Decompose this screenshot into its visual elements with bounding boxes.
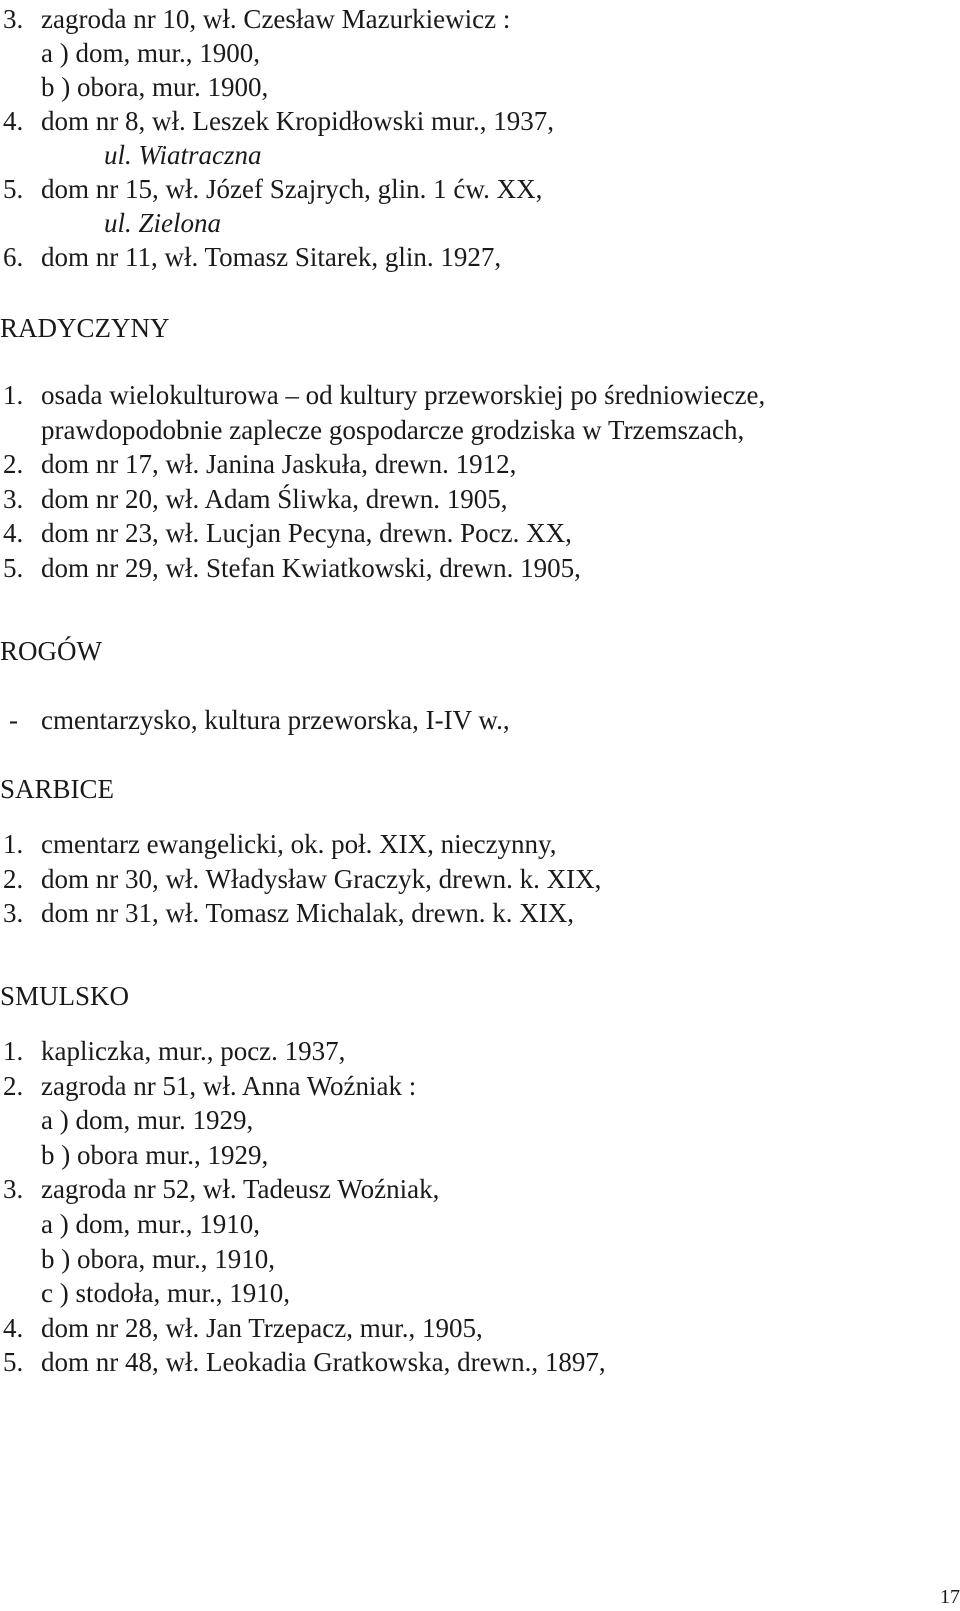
item-text: c ) stodoła, mur., 1910, bbox=[41, 1278, 290, 1309]
item-text: a ) dom, mur. 1929, bbox=[41, 1105, 254, 1136]
item-number: 4. bbox=[3, 106, 24, 136]
item-number: 3. bbox=[3, 1174, 24, 1205]
item-text: dom nr 29, wł. Stefan Kwiatkowski, drewn. 1905, bbox=[41, 553, 581, 583]
section-heading-rogow: ROGÓW bbox=[0, 636, 102, 666]
item-text: dom nr 11, wł. Tomasz Sitarek, glin. 1927, bbox=[41, 242, 502, 272]
item-text: dom nr 20, wł. Adam Śliwka, drewn. 1905, bbox=[41, 483, 508, 514]
item-number: 3. bbox=[3, 898, 24, 928]
page-number: 17 bbox=[940, 1586, 960, 1608]
item-text: dom nr 15, wł. Józef Szajrych, glin. 1 ćw. XX, bbox=[41, 174, 543, 204]
item-number: 4. bbox=[3, 518, 24, 549]
item-number: 1. bbox=[3, 829, 24, 859]
item-text: b ) obora, mur., 1910, bbox=[41, 1243, 275, 1274]
item-text: dom nr 17, wł. Janina Jaskuła, drewn. 1912, bbox=[41, 449, 517, 480]
item-number: 5. bbox=[3, 1347, 24, 1378]
item-text: dom nr 23, wł. Lucjan Pecyna, drewn. Pocz. XX, bbox=[41, 518, 572, 549]
item-text: dom nr 48, wł. Leokadia Gratkowska, drewn., 1897, bbox=[41, 1347, 606, 1378]
item-text: zagroda nr 51, wł. Anna Woźniak : bbox=[41, 1070, 417, 1101]
item-text: dom nr 28, wł. Jan Trzepacz, mur., 1905, bbox=[41, 1312, 483, 1343]
item-text: kapliczka, mur., pocz. 1937, bbox=[41, 1036, 346, 1066]
item-text: a ) dom, mur., 1910, bbox=[41, 1209, 260, 1239]
item-number: 5. bbox=[3, 174, 24, 204]
item-number: 3. bbox=[3, 4, 24, 34]
item-text: zagroda nr 10, wł. Czesław Mazurkiewicz : bbox=[41, 4, 511, 34]
item-number: 3. bbox=[3, 483, 24, 514]
street-name: ul. Wiatraczna bbox=[104, 140, 262, 170]
item-text: prawdopodobnie zaplecze gospodarcze grodziska w Trzemszach, bbox=[41, 414, 745, 445]
section-heading-radyczyny: RADYCZYNY bbox=[0, 313, 170, 343]
item-number: 1. bbox=[3, 1036, 24, 1066]
item-number: 2. bbox=[3, 449, 24, 480]
item-number: 2. bbox=[3, 1070, 24, 1101]
item-text: osada wielokulturowa – od kultury przeworskiej po średniowiecze, bbox=[41, 380, 766, 410]
item-number: 1. bbox=[3, 380, 24, 410]
item-text: dom nr 8, wł. Leszek Kropidłowski mur., 1937, bbox=[41, 106, 554, 136]
street-name: ul. Zielona bbox=[104, 208, 222, 238]
item-number: 5. bbox=[3, 553, 24, 583]
item-text: dom nr 31, wł. Tomasz Michalak, drewn. k. XIX, bbox=[41, 898, 575, 928]
sub-item: a ) dom, mur., 1900, bbox=[41, 38, 260, 68]
sub-item: b ) obora, mur. 1900, bbox=[41, 72, 269, 102]
item-number: 6. bbox=[3, 242, 24, 272]
section-heading-smulsko: SMULSKO bbox=[0, 981, 130, 1011]
item-text: cmentarz ewangelicki, ok. poł. XIX, nieczynny, bbox=[41, 829, 557, 859]
dash-bullet: - bbox=[9, 705, 18, 735]
item-number: 2. bbox=[3, 863, 24, 894]
section-heading-sarbice: SARBICE bbox=[0, 774, 115, 804]
item-number: 4. bbox=[3, 1312, 24, 1343]
item-text: dom nr 30, wł. Władysław Graczyk, drewn. k. XIX, bbox=[41, 863, 602, 894]
item-text: b ) obora mur., 1929, bbox=[41, 1139, 269, 1170]
item-text: cmentarzysko, kultura przeworska, I-IV w., bbox=[41, 705, 510, 735]
item-text: zagroda nr 52, wł. Tadeusz Woźniak, bbox=[41, 1174, 440, 1205]
